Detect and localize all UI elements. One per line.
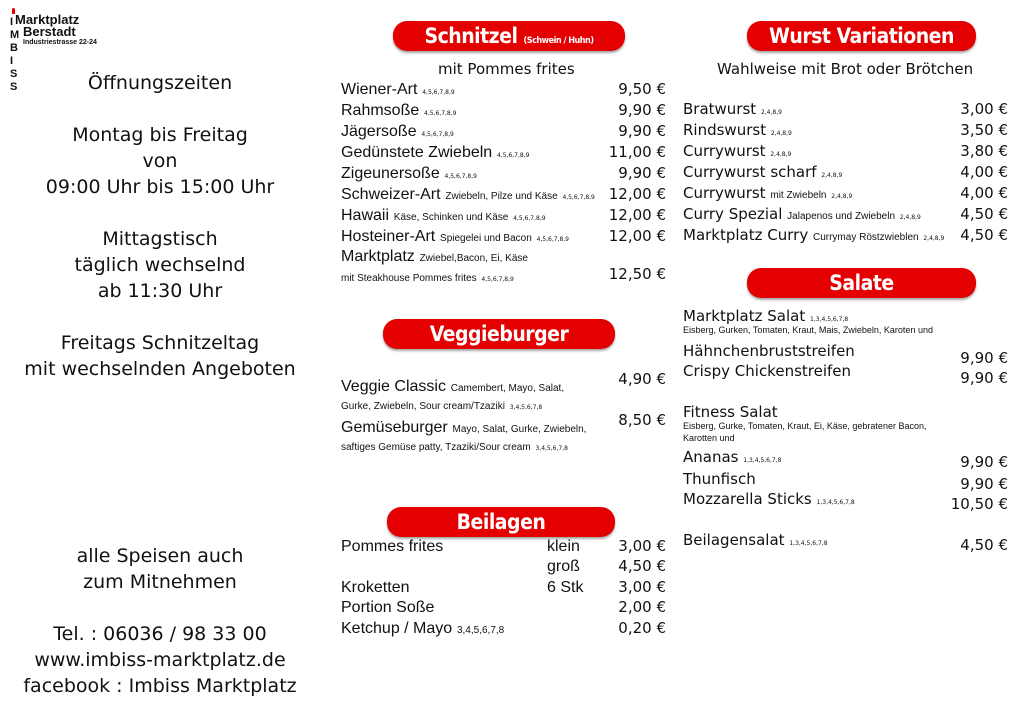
item-name: Kroketten <box>341 579 410 596</box>
menu-item <box>341 247 528 266</box>
item-name: Currywurst scharf <box>683 163 817 181</box>
allergen-codes: 1,3,4,5,6,7,8 <box>743 457 782 464</box>
salad-option: Hähnchenbruststreifen <box>683 342 855 360</box>
item-price: 2,00 € <box>618 598 666 616</box>
logo-imbiss-vertical: I M B I S S <box>10 16 20 93</box>
item-price: 3,00 € <box>618 537 666 555</box>
allergen-codes: 4,5,6,7,8,9 <box>481 276 514 283</box>
menu-item <box>683 163 842 181</box>
item-name: Currywurst <box>683 142 766 160</box>
item-description: mit Steakhouse Pommes frites <box>341 273 477 284</box>
lunch-line-3: ab 11:30 Uhr <box>97 280 223 302</box>
item-size-label: 6 Stk <box>547 579 584 596</box>
menu-item <box>683 142 791 160</box>
menu-item <box>683 121 792 139</box>
item-description-line2 <box>341 436 568 454</box>
allergen-codes: 2,4,8,9 <box>770 130 792 137</box>
allergen-codes: 2,4,8,9 <box>899 214 921 221</box>
item-description: Käse, Schinken und Käse <box>393 212 509 223</box>
wurst-subtitle: Wahlweise mit Brot oder Brötchen <box>717 60 974 78</box>
menu-item <box>341 143 529 162</box>
item-price: 4,50 € <box>960 536 1008 554</box>
menu-item <box>341 122 454 141</box>
item-name: Schweizer-Art <box>341 186 441 203</box>
menu-item <box>341 185 595 204</box>
takeaway-line-1: alle Speisen auch <box>76 545 244 567</box>
item-name: Ketchup / Mayo <box>341 620 453 637</box>
item-name: Marktplatz Salat <box>683 307 806 325</box>
item-name: Thunfisch <box>683 470 756 488</box>
item-description-line2 <box>341 267 514 285</box>
item-name: Rindswurst <box>683 121 767 139</box>
menu-item <box>341 227 569 246</box>
item-price: 4,50 € <box>960 226 1008 244</box>
item-name: Wiener-Art <box>341 81 418 98</box>
allergen-codes: 3,4,5,6,7,8 <box>535 445 568 452</box>
item-price: 9,90 € <box>618 164 666 182</box>
item-price: 9,90 € <box>960 349 1008 367</box>
item-description: Currymay Röstzwieblen <box>812 232 919 243</box>
item-price: 9,90 € <box>960 453 1008 471</box>
item-description: Karotten und <box>683 433 735 443</box>
item-description: mit Zwiebeln <box>770 190 827 201</box>
takeaway-line-2: zum Mitnehmen <box>83 571 237 593</box>
logo-line-3: Industriestrasse 22-24 <box>23 39 97 46</box>
allergen-codes: 4,5,6,7,8,9 <box>444 173 477 180</box>
hours-days: Montag bis Freitag <box>72 124 248 146</box>
menu-item <box>683 226 944 244</box>
allergen-codes: 2,4,8,9 <box>770 151 792 158</box>
item-description: Camembert, Mayo, Salat, <box>450 383 565 394</box>
contact-info <box>0 543 320 699</box>
salad-option <box>683 448 781 466</box>
item-description-line2 <box>341 395 542 413</box>
menu-item <box>341 101 456 120</box>
item-size <box>547 537 580 556</box>
allergen-codes: 2,4,8,9 <box>821 172 843 179</box>
item-size-label: groß <box>547 558 580 575</box>
schnitzel-title-sub: (Schwein / Huhn) <box>523 36 594 46</box>
hours-from: von <box>142 150 178 172</box>
item-name: Marktplatz Curry <box>683 226 809 244</box>
wurst-title: Wurst Variationen <box>769 24 954 48</box>
menu-item <box>341 377 564 396</box>
allergen-codes: 1,3,4,5,6,7,8 <box>810 316 849 323</box>
allergen-codes: 4,5,6,7,8,9 <box>513 215 546 222</box>
salate-title: Salate <box>829 271 894 295</box>
menu-item <box>341 619 504 638</box>
menu-item <box>683 100 782 118</box>
menu-item <box>341 537 443 556</box>
item-price: 3,50 € <box>960 121 1008 139</box>
item-price: 3,00 € <box>960 100 1008 118</box>
item-name: Curry Spezial <box>683 205 783 223</box>
menu-item <box>683 184 852 202</box>
menu-item <box>341 598 434 617</box>
allergen-codes: 3,4,5,6,7,8 <box>456 625 505 636</box>
item-name: Ananas <box>683 448 739 466</box>
item-name: Veggie Classic <box>341 378 446 395</box>
facebook: facebook : Imbiss Marktplatz <box>23 675 297 697</box>
item-price: 9,90 € <box>960 475 1008 493</box>
allergen-codes: 2,4,8,9 <box>760 109 782 116</box>
opening-hours <box>0 70 320 382</box>
allergen-codes: 4,5,6,7,8,9 <box>562 194 595 201</box>
item-description: Spiegelei und Bacon <box>440 233 532 244</box>
allergen-codes: 2,4,8,9 <box>831 193 853 200</box>
salad-option <box>683 490 855 508</box>
menu-item <box>683 531 828 549</box>
veggie-title: Veggieburger <box>429 322 569 346</box>
salad-option <box>683 470 756 488</box>
item-name: Jägersoße <box>341 123 417 140</box>
item-price: 11,00 € <box>608 143 666 161</box>
item-price: 12,00 € <box>608 206 666 224</box>
item-name: Zigeunersoße <box>341 165 440 182</box>
item-name: Currywurst <box>683 184 766 202</box>
item-price: 4,50 € <box>960 205 1008 223</box>
hours-time: 09:00 Uhr bis 15:00 Uhr <box>45 176 275 198</box>
item-price: 9,90 € <box>960 369 1008 387</box>
lunch-line-1: Mittagstisch <box>102 228 218 250</box>
allergen-codes: 4,5,6,7,8,9 <box>536 236 570 243</box>
item-name: Hosteiner-Art <box>341 228 436 245</box>
item-price: 9,90 € <box>618 122 666 140</box>
schnitzel-header <box>393 21 625 51</box>
allergen-codes: 4,5,6,7,8,9 <box>424 110 457 117</box>
item-price: 10,50 € <box>950 495 1008 513</box>
schnitzel-subtitle: mit Pommes frites <box>438 60 575 78</box>
item-description: saftiges Gemüse patty, Tzaziki/Sour cream <box>341 442 531 453</box>
allergen-codes: 2,4,8,9 <box>923 235 945 242</box>
item-price: 9,50 € <box>618 80 666 98</box>
menu-item <box>341 164 477 183</box>
item-name: Beilagensalat <box>683 531 785 549</box>
item-name: Rahmsoße <box>341 102 420 119</box>
item-price: 3,00 € <box>618 578 666 596</box>
wurst-header <box>747 21 976 51</box>
friday-line-2: mit wechselnden Angeboten <box>24 358 296 380</box>
phone: Tel. : 06036 / 98 33 00 <box>53 623 267 645</box>
item-name: Portion Soße <box>341 599 435 616</box>
salad-option: Crispy Chickenstreifen <box>683 362 852 380</box>
item-size-label: klein <box>547 538 580 555</box>
item-description: Zwiebeln, Pilze und Käse <box>445 191 558 202</box>
allergen-codes: 4,5,6,7,8,9 <box>421 131 454 138</box>
item-description: Mayo, Salat, Gurke, Zwiebeln, <box>452 424 587 435</box>
item-name: Gedünstete Zwiebeln <box>341 144 493 161</box>
hours-title: Öffnungszeiten <box>87 72 233 94</box>
item-name: Mozzarella Sticks <box>683 490 812 508</box>
beilagen-title: Beilagen <box>456 510 546 534</box>
menu-item <box>341 418 586 437</box>
item-name: Fitness Salat <box>683 403 778 421</box>
item-description: Zwiebel,Bacon, Ei, Käse <box>419 253 528 264</box>
logo-line-2: Berstadt <box>23 24 76 39</box>
logo-line-1: Marktplatz <box>15 12 80 27</box>
item-description: Jalapenos und Zwiebeln <box>787 211 896 222</box>
item-price: 8,50 € <box>618 411 666 429</box>
menu-item <box>683 205 921 223</box>
item-price: 0,20 € <box>618 619 666 637</box>
item-price: 4,50 € <box>618 557 666 575</box>
item-price: 12,00 € <box>608 227 666 245</box>
item-price: 4,00 € <box>960 184 1008 202</box>
friday-line-1: Freitags Schnitzeltag <box>60 332 260 354</box>
item-size <box>547 557 580 576</box>
item-name: Bratwurst <box>683 100 757 118</box>
allergen-codes: 1,3,4,5,6,7,8 <box>789 540 828 547</box>
allergen-codes: 3,4,5,6,7,8 <box>509 404 543 411</box>
allergen-codes: 1,3,4,5,6,7,8 <box>816 499 855 506</box>
item-price: 12,50 € <box>608 265 666 283</box>
menu-item <box>683 307 848 325</box>
item-description: Eisberg, Gurken, Tomaten, Kraut, Mais, Zwiebeln, Karoten und <box>683 325 933 335</box>
menu-item <box>341 206 546 225</box>
item-name: Marktplatz <box>341 248 415 265</box>
item-name: Hawaii <box>341 207 390 224</box>
allergen-codes: 4,5,6,7,8,9 <box>422 89 455 96</box>
item-price: 4,00 € <box>960 163 1008 181</box>
item-size <box>547 578 583 597</box>
lunch-line-2: täglich wechselnd <box>74 254 246 276</box>
item-price: 3,80 € <box>960 142 1008 160</box>
item-price: 4,90 € <box>618 370 666 388</box>
item-description: Eisberg, Gurke, Tomaten, Kraut, Ei, Käse, gebratener Bacon, <box>683 421 927 431</box>
menu-item <box>341 80 455 99</box>
item-description: Gurke, Zwiebeln, Sour cream/Tzaziki <box>341 401 505 412</box>
allergen-codes: 4,5,6,7,8,9 <box>496 152 530 159</box>
schnitzel-title: Schnitzel <box>424 24 518 48</box>
beilagen-header <box>387 507 615 537</box>
website: www.imbiss-marktplatz.de <box>34 649 286 671</box>
salate-header <box>747 268 976 298</box>
item-name: Pommes frites <box>341 538 444 555</box>
item-price: 12,00 € <box>608 185 666 203</box>
menu-item <box>341 578 409 597</box>
item-name: Gemüseburger <box>341 419 448 436</box>
item-price: 9,90 € <box>618 101 666 119</box>
veggie-header <box>383 319 615 349</box>
